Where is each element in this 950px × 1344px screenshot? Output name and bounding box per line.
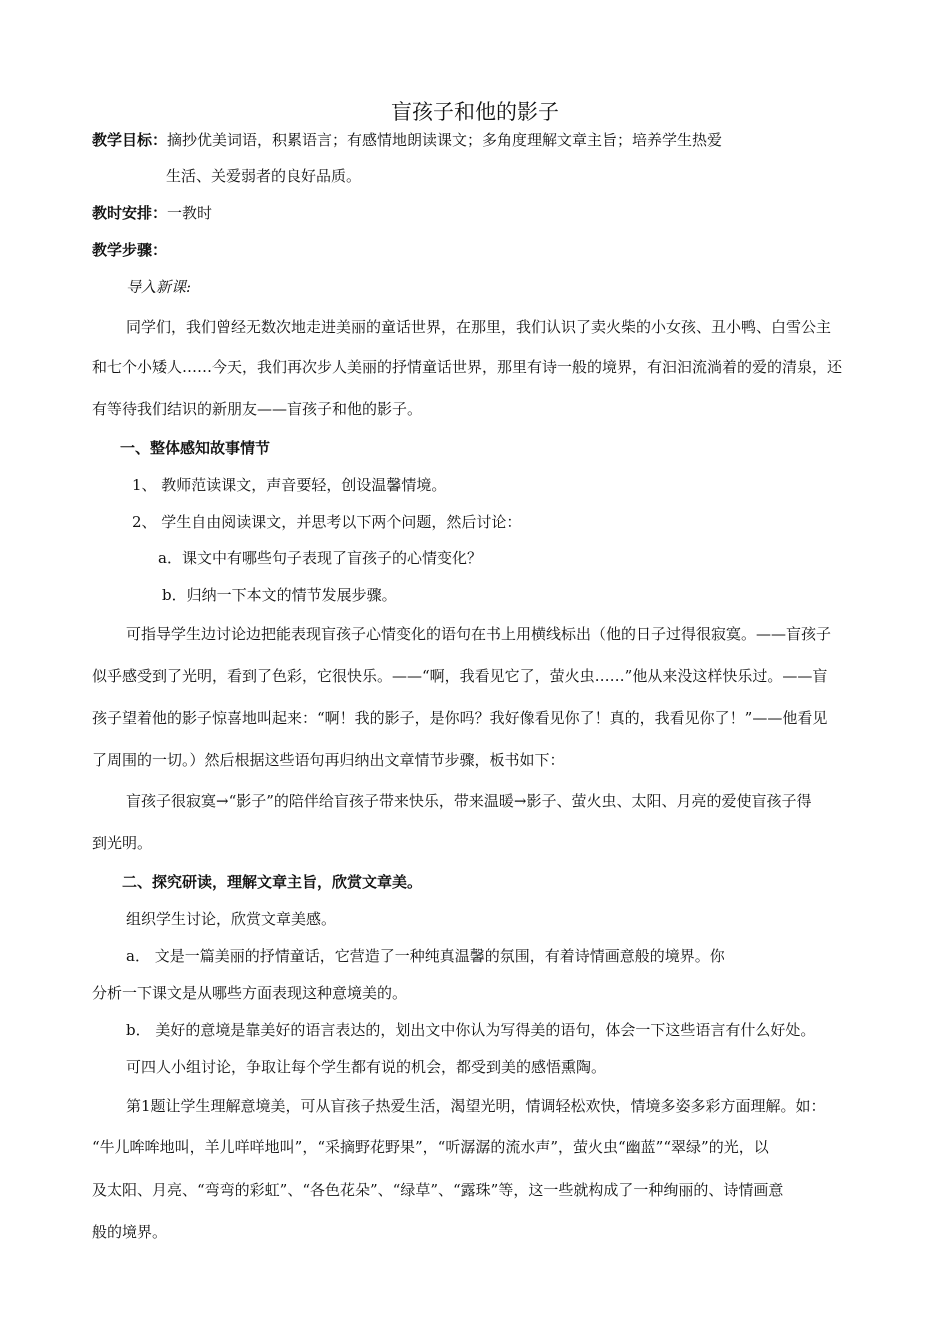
schedule-label: 教时安排： — [92, 204, 168, 222]
section1-board-1: 盲孩子很寂寞→“影子”的陪伴给盲孩子带来快乐，带来温暖→影子、萤火虫、太阳、月亮的爱使盲孩子得 — [126, 792, 812, 810]
intro-paragraph-1: 同学们，我们曾经无数次地走进美丽的童话世界，在那里，我们认识了卖火柴的小女孩、丑小鸭、白雪公主 — [126, 318, 832, 336]
section1-paragraph-3: 孩子望着他的影子惊喜地叫起来：“啊！我的影子，是你吗？我好像看见你了！真的，我看见你了！”——他看见 — [92, 709, 828, 727]
section2-item-a: a． 文是一篇美丽的抒情童话，它营造了一种纯真温馨的氛围，有着诗情画意般的境界。你 — [126, 947, 725, 965]
section1-question-a: a．课文中有哪些句子表现了盲孩子的心情变化？ — [158, 549, 482, 567]
section2-q1-paragraph-1: 第1题让学生理解意境美，可从盲孩子热爱生活，渴望光明，情调轻松欢快，情境多姿多彩方面理解。如： — [126, 1097, 826, 1115]
section1-heading: 一、整体感知故事情节 — [120, 439, 271, 457]
section2-q1-paragraph-2: “牛儿哞哞地叫，羊儿咩咩地叫”，“采摘野花野果”，“听潺潺的流水声”，萤火虫“幽蓝”“翠绿”的光，以 — [92, 1138, 769, 1156]
section2-item-a-cont: 分析一下课文是从哪些方面表现这种意境美的。 — [92, 984, 408, 1002]
section2-item-b: b． 美好的意境是靠美好的语言表达的，划出文中你认为写得美的语句，体会一下这些语言有什么好处。 — [126, 1021, 816, 1039]
section1-item-2: 2、 学生自由阅读课文，并思考以下两个问题，然后讨论： — [132, 513, 522, 531]
objectives-text-cont: 生活、关爱弱者的良好品质。 — [166, 167, 362, 185]
section2-q1-paragraph-4: 般的境界。 — [92, 1223, 168, 1241]
objectives-text: 摘抄优美词语，积累语言；有感情地朗读课文；多角度理解文章主旨；培养学生热爱 — [167, 131, 723, 149]
schedule-line — [92, 203, 212, 223]
section1-paragraph-4: 了周围的一切。）然后根据这些语句再归纳出文章情节步骤，板书如下： — [92, 751, 565, 769]
section1-board-2: 到光明。 — [92, 834, 153, 852]
objectives-line — [92, 130, 722, 150]
intro-paragraph-3: 有等待我们结识的新朋友——盲孩子和他的影子。 — [92, 400, 423, 418]
section2-group: 可四人小组讨论，争取让每个学生都有说的机会，都受到美的感悟熏陶。 — [126, 1058, 607, 1076]
section2-intro: 组织学生讨论，欣赏文章美感。 — [126, 910, 337, 928]
intro-heading: 导入新课: — [126, 278, 192, 296]
steps-label: 教学步骤： — [92, 241, 168, 259]
schedule-value: 一教时 — [167, 204, 213, 222]
section1-paragraph-2: 似乎感受到了光明，看到了色彩，它很快乐。——“啊，我看见它了，萤火虫……”他从来没这样快乐过。——盲 — [92, 667, 828, 685]
section2-q1-paragraph-3: 及太阳、月亮、“弯弯的彩虹”、“各色花朵”、“绿草”、“露珠”等，这一些就构成了一种绚丽的、诗情画意 — [92, 1181, 784, 1199]
section1-question-b: b．归纳一下本文的情节发展步骤。 — [162, 586, 397, 604]
intro-paragraph-2: 和七个小矮人……今天，我们再次步人美丽的抒情童话世界，那里有诗一般的境界，有汩汩流淌着的爱的清泉，还 — [92, 358, 843, 376]
section1-item-1: 1、 教师范读课文，声音要轻，创设温馨情境。 — [132, 476, 447, 494]
section1-paragraph-1: 可指导学生边讨论边把能表现盲孩子心情变化的语句在书上用横线标出（他的日子过得很寂寞。——盲孩子 — [126, 625, 832, 643]
page-title: 盲孩子和他的影子 — [391, 100, 559, 124]
section2-heading: 二、探究研读，理解文章主旨，欣赏文章美。 — [122, 873, 423, 891]
objectives-label: 教学目标： — [92, 131, 168, 149]
